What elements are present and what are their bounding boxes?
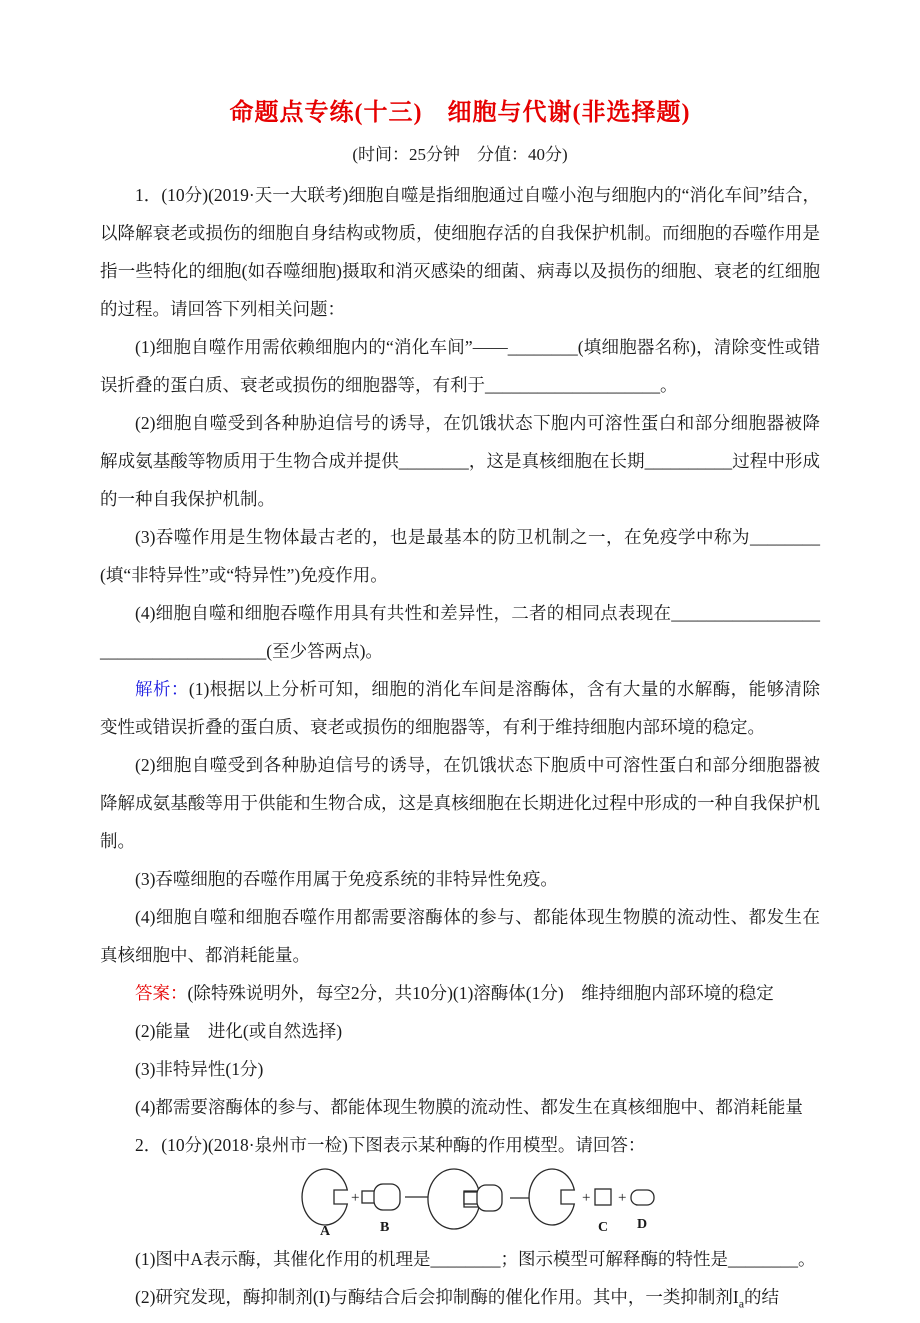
product-c-shape <box>595 1189 611 1205</box>
complex-blob <box>477 1185 502 1211</box>
q2-item-2-pre: (2)研究发现，酶抑制剂(I)与酶结合后会抑制酶的催化作用。其中，一类抑制剂I <box>135 1287 739 1307</box>
q1-answer-1-text: (除特殊说明外，每空2分，共10分)(1)溶酶体(1分) 维持细胞内部环境的稳定 <box>187 983 774 1003</box>
q1-analysis-3: (3)吞噬细胞的吞噬作用属于免疫系统的非特异性免疫。 <box>135 869 558 889</box>
label-c: C <box>598 1220 609 1235</box>
analysis-label: 解析： <box>135 679 189 699</box>
document-body <box>100 176 820 1323</box>
q1-answer-2: (2)能量 进化(或自然选择) <box>135 1021 343 1041</box>
q2-item-2 <box>100 1278 820 1323</box>
substrate-b-blob <box>374 1184 400 1210</box>
exam-time-score: (时间：25分钟 分值：40分) <box>352 145 568 164</box>
page-title: 命题点专练(十三) 细胞与代谢(非选择题) <box>229 100 691 126</box>
q2-intro: 2．(10分)(2018·泉州市一检)下图表示某种酶的作用模型。请回答： <box>135 1135 646 1155</box>
q1-answer-4: (4)都需要溶酶体的参与、都能体现生物膜的流动性、都发生在真核细胞中、都消耗能量 <box>135 1097 803 1117</box>
q1-item-1: (1)细胞自噬作用需依赖细胞内的“消化车间”——________(填细胞器名称)，清除变性或错误折叠的蛋白质、衰老或损伤的细胞器等，有利于____________________。 <box>100 337 820 395</box>
plus-sign: + <box>618 1190 627 1206</box>
q1-analysis-4: (4)细胞自噬和细胞吞噬作用都需要溶酶体的参与、都能体现生物膜的流动性、都发生在真核细胞中、都消耗能量。 <box>100 907 820 965</box>
q1-item-2: (2)细胞自噬受到各种胁迫信号的诱导，在饥饿状态下胞内可溶性蛋白和部分细胞器被降解成氨基酸等物质用于生物合成并提供________，这是真核细胞在长期__________过程中形成的一种自我保护机制。 <box>100 413 820 509</box>
label-b: B <box>380 1220 390 1235</box>
label-a: A <box>320 1224 331 1239</box>
q2-item-2-subscript: a <box>738 1296 745 1311</box>
q1-item-4: (4)细胞自噬和细胞吞噬作用具有共性和差异性，二者的相同点表现在____________________________________(至少答两点)。 <box>100 603 820 661</box>
enzyme-a-shape <box>302 1169 347 1225</box>
q1-intro: 1．(10分)(2019·天一大联考)细胞自噬是指细胞通过自噬小泡与细胞内的“消化车间”结合，以降解衰老或损伤的细胞自身结构或物质，使细胞存活的自我保护机制。而细胞的吞噬作用是指一些特化的细胞(如吞噬细胞)摄取和消灭感染的细菌、病毒以及损伤的细胞、衰老的红细胞的过程。请回答下列相关问题： <box>100 185 820 319</box>
q1-answer-3: (3)非特异性(1分) <box>135 1059 264 1079</box>
enzyme-model-diagram <box>298 1166 660 1238</box>
q1-analysis-1 <box>100 670 820 746</box>
q2-item-2-post: 的结 <box>744 1287 780 1307</box>
answer-label: 答案： <box>135 983 188 1003</box>
product-d-shape <box>631 1190 654 1205</box>
enzyme-released-shape <box>529 1169 574 1225</box>
label-d: D <box>637 1217 648 1232</box>
q2-item-1: (1)图中A表示酶，其催化作用的机理是________；图示模型可解释酶的特性是________。 <box>135 1249 816 1269</box>
q1-item-3: (3)吞噬作用是生物体最古老的，也是最基本的防卫机制之一，在免疫学中称为________(填“非特异性”或“特异性”)免疫作用。 <box>100 527 820 585</box>
q1-analysis-1-text: (1)根据以上分析可知，细胞的消化车间是溶酶体，含有大量的水解酶，能够清除变性或错误折叠的蛋白质、衰老或损伤的细胞器等，有利于维持细胞内部环境的稳定。 <box>100 679 821 737</box>
plus-sign: + <box>351 1190 360 1206</box>
plus-sign: + <box>582 1190 591 1206</box>
q1-answer-1 <box>100 974 820 1012</box>
q1-analysis-2: (2)细胞自噬受到各种胁迫信号的诱导，在饥饿状态下胞质中可溶性蛋白和部分细胞器被降解成氨基酸等用于供能和生物合成，这是真核细胞在长期进化过程中形成的一种自我保护机制。 <box>100 755 820 851</box>
